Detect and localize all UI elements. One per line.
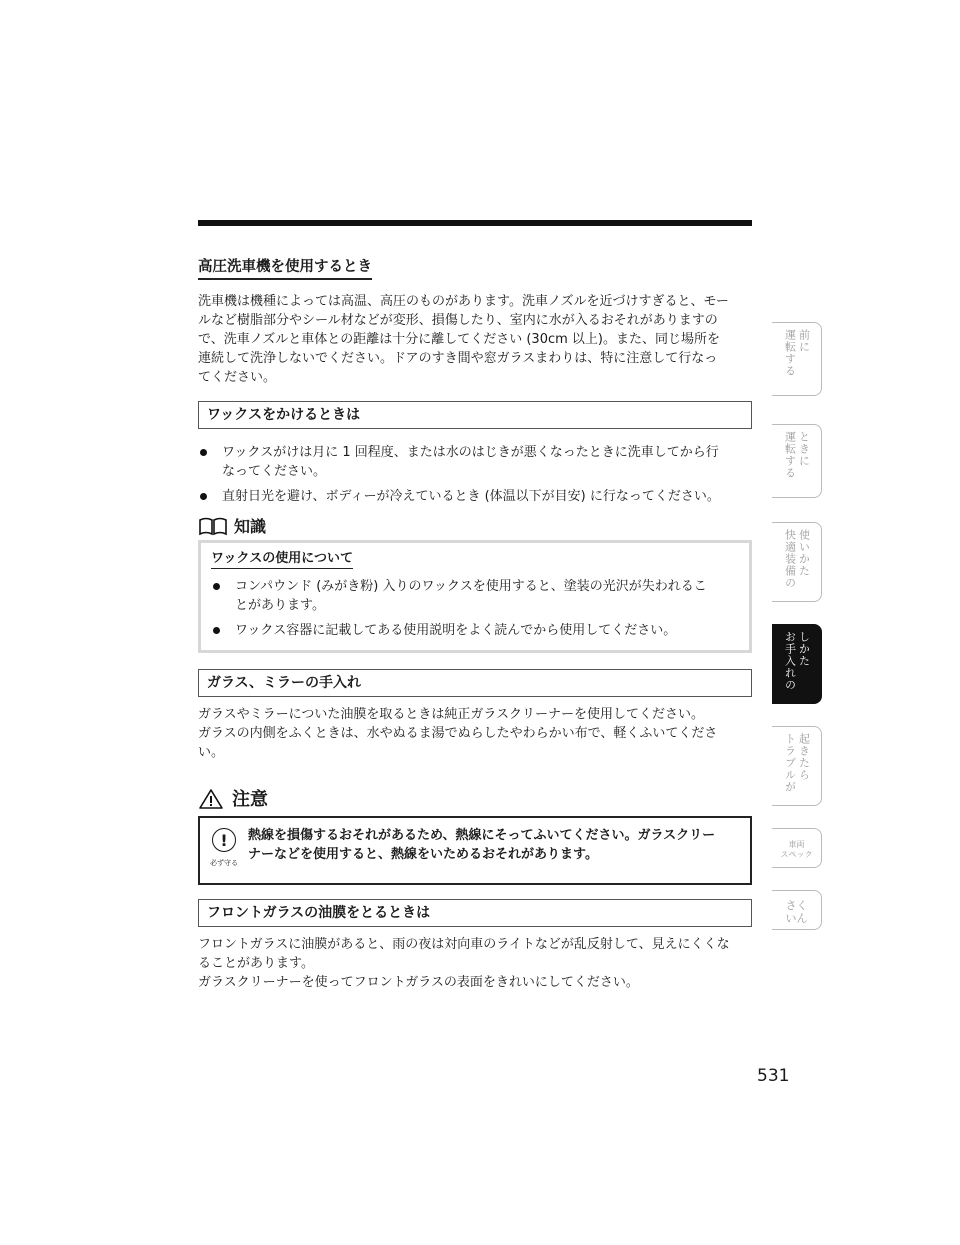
tab-label: 運転する (783, 329, 797, 377)
list-item (198, 443, 752, 481)
section-heading: 高圧洗車機を使用するとき (198, 258, 372, 280)
section-glass (198, 669, 752, 762)
warning-triangle-icon (198, 788, 224, 810)
text-line: とがあります。 (235, 598, 325, 613)
text-line: ワックス容器に記載してある使用説明をよく読んでから使用してください。 (235, 623, 677, 638)
section-caution (198, 788, 752, 885)
bullet-icon (200, 449, 207, 456)
text-line: コンパウンド (みがき粉) 入りのワックスを使用すると、塗装の光沢が失われるこ (235, 579, 707, 594)
list-item (211, 621, 739, 640)
tab-label: 前に (797, 329, 811, 353)
text-line: 熱線を損傷するおそれがあるため、熱線にそってふいてください。ガラスクリー (248, 828, 716, 843)
list-item (198, 487, 752, 506)
section-wax (198, 401, 752, 506)
tab-label: スペック (780, 850, 813, 859)
tab-label: いん (785, 912, 808, 925)
top-rule (198, 220, 752, 226)
text-line: 洗車機は機種によっては高温、高圧のものがあります。洗車ノズルを近づけすぎると、モー (198, 294, 729, 309)
text-line: ることがあります。 (198, 956, 314, 971)
tab-label: トラブルが (783, 733, 797, 793)
list-item (211, 577, 739, 615)
bullet-list (211, 577, 739, 640)
caution-box (198, 816, 752, 885)
must-follow-mark (208, 826, 240, 873)
text-line: で、洗車ノズルと車体との距離は十分に離してください (30cm 以上)。また、同じ場所を (198, 332, 720, 347)
exclamation-icon: ! (212, 828, 236, 852)
text-line: なってください。 (222, 464, 327, 479)
paragraph (198, 705, 752, 762)
text-line: ワックスがけは月に 1 回程度、または水のはじきが悪くなったときに洗車してから行 (222, 445, 719, 460)
tab-label: 起きたら (797, 733, 811, 781)
tab-label: 運転する (783, 431, 797, 479)
tab-maintenance[interactable] (772, 624, 822, 704)
section-pressure-washer (198, 258, 752, 387)
tab-comfort-features[interactable] (772, 522, 822, 602)
section-windshield (198, 899, 752, 992)
tab-before-driving[interactable] (772, 322, 822, 396)
knowledge-title (198, 516, 752, 536)
page-content (198, 258, 752, 992)
tab-troubleshooting[interactable] (772, 726, 822, 806)
boxed-heading: フロントガラスの油膜をとるときは (198, 899, 752, 927)
bullet-icon (200, 493, 207, 500)
tab-index[interactable] (772, 890, 822, 930)
tab-label: しかた (797, 631, 811, 667)
tab-while-driving[interactable] (772, 424, 822, 498)
text-line: い。 (198, 745, 225, 760)
must-follow-label: 必ず守る (210, 859, 238, 867)
text-line: ガラスやミラーについた油膜を取るときは純正ガラスクリーナーを使用してください。 (198, 707, 704, 722)
bullet-list (198, 443, 752, 506)
tab-label: さく (785, 899, 808, 912)
paragraph (198, 935, 752, 992)
knowledge-subheading: ワックスの使用について (211, 549, 353, 569)
text-line: てください。 (198, 370, 277, 385)
section-knowledge (198, 516, 752, 653)
knowledge-box (198, 540, 752, 653)
book-icon (198, 516, 228, 536)
text-line: ルなど樹脂部分やシール材などが変形、損傷したり、室内に水が入るおそれがありますの (198, 313, 718, 328)
caution-text (248, 826, 715, 873)
text-line: 直射日光を避け、ボディーが冷えているとき (体温以下が目安) に行なってください。 (222, 489, 720, 504)
text-line: 連続して洗浄しないでください。ドアのすき間や窓ガラスまわりは、特に注意して行なっ (198, 351, 718, 366)
caution-label: 注意 (232, 788, 268, 810)
boxed-heading: ワックスをかけるときは (198, 401, 752, 429)
tab-label: 車両 (788, 840, 805, 849)
bullet-icon (213, 627, 220, 634)
text-line: ナーなどを使用すると、熱線をいためるおそれがあります。 (248, 847, 598, 862)
knowledge-label: 知識 (234, 516, 267, 536)
text-line: ガラスクリーナーを使ってフロントガラスの表面をきれいにしてください。 (198, 975, 639, 990)
bullet-icon (213, 583, 220, 590)
caution-title (198, 788, 752, 810)
page-number: 531 (757, 1066, 790, 1086)
tab-label: 使いかた (797, 529, 811, 577)
tab-label: お手入れの (783, 631, 797, 691)
paragraph (198, 292, 752, 387)
tab-label: ときに (797, 431, 811, 467)
text-line: フロントガラスに油膜があると、雨の夜は対向車のライトなどが乱反射して、見えにくくな (198, 937, 730, 952)
text-line: ガラスの内側をふくときは、水やぬるま湯でぬらしたやわらかい布で、軽くふいてくださ (198, 726, 718, 741)
tab-label: 快適装備の (783, 529, 797, 589)
boxed-heading: ガラス、ミラーの手入れ (198, 669, 752, 697)
tab-vehicle-specs[interactable] (772, 828, 822, 868)
